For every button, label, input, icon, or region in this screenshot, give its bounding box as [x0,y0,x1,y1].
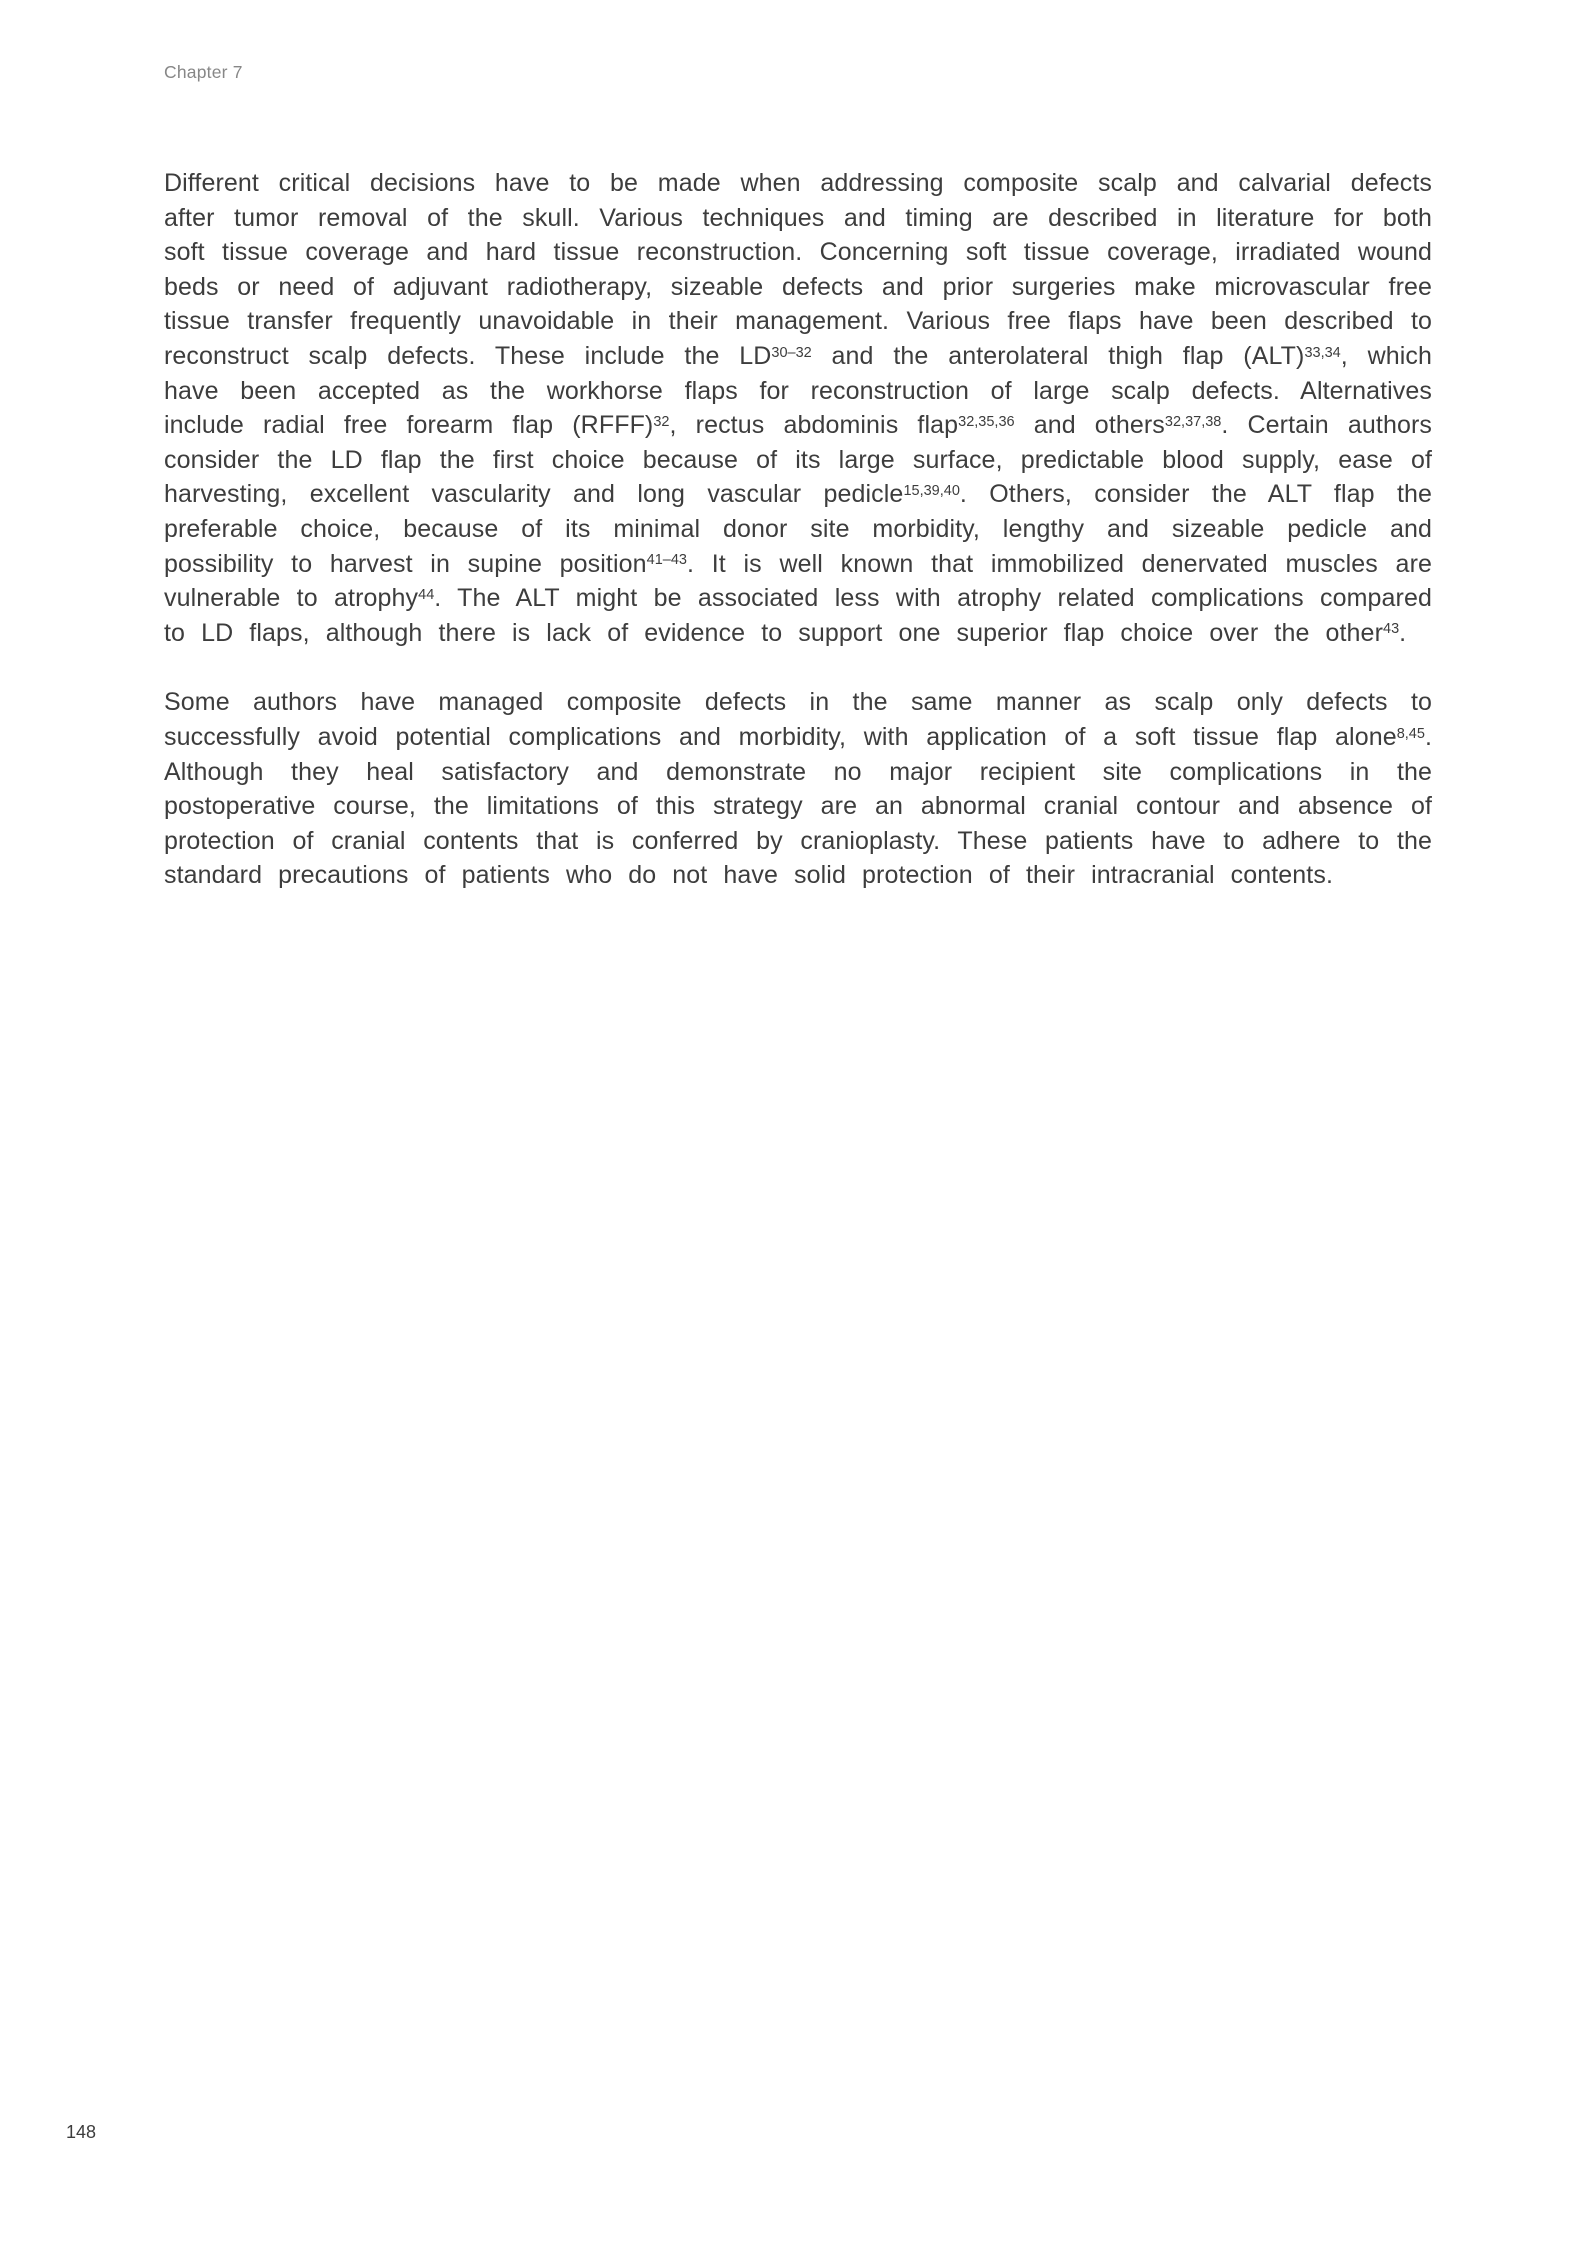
paragraph: Different critical decisions have to be made when addressing composite scalp and calvarial defects after tumor removal of the skull. Various techniques and timing are described in literature for both soft tissue coverage and hard tissue reconstruction. Concerning soft tissue coverage, irradiated wound beds or need of adjuvant radiotherapy, sizeable defects and prior surgeries make microvascular free tissue transfer frequently unavoidable in their management. Various free flaps have been described to reconstruct scalp defects. These include the LD$^{30-32}$ and the anterolateral thigh flap (ALT)$^{33,34}$, which have been accepted as the workhorse flaps for reconstruction of large scalp defects. Alternatives include radial free forearm flap (RFFF)$^{32}$, rectus abdominis flap$^{32,35,36}$ and others$^{32,37,38}$. Certain authors consider the LD flap the first choice because of its large surface, predictable blood supply, ease of harvesting, excellent vascularity and long vascular pedicle$^{15,39,40}$. Others, consider the ALT flap the preferable choice, because of its minimal donor site morbidity, lengthy and sizeable pedicle and possibility to harvest in supine position$^{41-43}$. It is well known that immobilized denervated muscles are vulnerable to atrophy$^{44}$. The ALT might be associated less with atrophy related complications compared to LD flaps, although there is lack of evidence to support one superior flap choice over the other$^{43}$. [164,169,1433,647]
chapter-header: Chapter 7 [164,62,243,82]
reference-superscript: 43 [1383,621,1400,638]
reference-superscript: 33,34 [1304,344,1341,361]
reference-superscript: 32 [653,413,670,430]
reference-superscript: 32,35,36 [958,413,1015,430]
reference-superscript: 30–32 [771,344,812,361]
reference-superscript: 32,37,38 [1164,413,1222,430]
reference-superscript: 41–43 [646,552,687,569]
page-body-text [164,166,1432,893]
reference-superscript: 44 [418,586,435,603]
reference-superscript: 8,45 [1396,725,1425,742]
reference-superscript: 15,39,40 [903,483,960,500]
paragraph: Some authors have managed composite defects in the same manner as scalp only defects to successfully avoid potential complications and morbidity, with application of a soft tissue flap alone$^{8,45}$. Although they heal satisfactory and demonstrate no major recipient site complications in the postoperative course, the limitations of this strategy are an abnormal cranial contour and absence of protection of cranial contents that is conferred by cranioplasty. These patients have to adhere to the standard precautions of patients who do not have solid protection of their intracranial contents. [164,688,1432,890]
page-number: 148 [66,2122,97,2142]
